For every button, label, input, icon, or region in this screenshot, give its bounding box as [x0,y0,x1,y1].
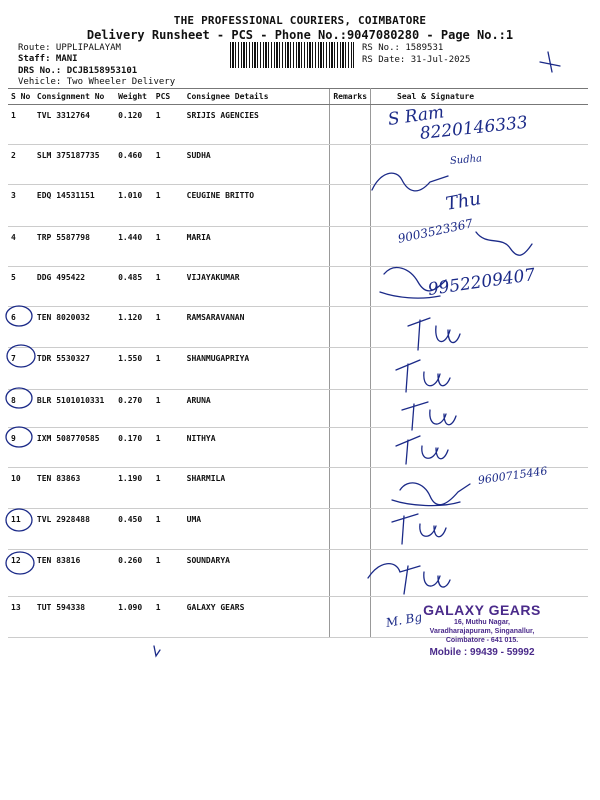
row-pcs: 1 [153,227,184,267]
rs-number: RS No.: 1589531 [362,43,444,53]
row-pcs: 1 [153,597,184,638]
stamp-address-1: 16, Muthu Nagar, [453,619,510,626]
row-sno: 11 [8,509,34,550]
row-sno: 4 [8,227,34,267]
circle-mark-row6 [6,306,32,326]
signature-scribble-r5 [380,268,446,299]
row-sno: 13 [8,597,34,638]
row-weight: 0.460 [115,145,153,185]
row-consignment: DDG 495422 [34,267,115,307]
row-consignee: SUDHA [184,145,330,185]
row-consignment: TEN 8020032 [34,307,115,348]
col-pcs: PCS [153,89,184,105]
row-consignment: IXM 508770585 [34,428,115,468]
row-consignee: SHANMUGAPRIYA [184,348,330,390]
row-pcs: 1 [153,509,184,550]
signature-scribble-r4 [476,232,532,255]
handwritten-phone-r4: 9003523367 [396,216,475,246]
row-consignee: GALAXY GEARS [184,597,330,638]
stamp-mobile: Mobile : 99439 - 59992 [429,647,535,658]
circle-mark-row9 [6,427,32,447]
col-remarks: Remarks [330,89,371,105]
row-consignee: NITHYA [184,428,330,468]
row-sno: 12 [8,550,34,597]
stamp-name: GALAXY GEARS [423,602,541,618]
handwritten-name-r1: S Ram [386,102,446,130]
row-consignee: SRIJIS AGENCIES [184,105,330,145]
row-weight: 0.450 [115,509,153,550]
row-consignment: TEN 83816 [34,550,115,597]
row-consignment: EDQ 14531151 [34,185,115,227]
col-sno: S No [8,89,34,105]
row-pcs: 1 [153,145,184,185]
row-consignment: BLR 5101010331 [34,390,115,428]
row-sno: 7 [8,348,34,390]
row-consignment: TVL 2928488 [34,509,115,550]
signature-thu-r8 [402,402,456,430]
row-consignment: TRP 5587798 [34,227,115,267]
row-sno: 1 [8,105,34,145]
signature-thu-r11 [392,514,446,544]
signature-scribble-r2 [372,173,448,191]
row-consignee: UMA [184,509,330,550]
row-pcs: 1 [153,105,184,145]
stamp-address-3: Coimbatore - 641 015. [445,637,519,644]
runsheet-subtitle: Delivery Runsheet - PCS - Phone No.:9047080280 - Page No.:1 [86,28,514,42]
row-weight: 0.170 [115,428,153,468]
row-consignee: VIJAYAKUMAR [184,267,330,307]
company-title: THE PROFESSIONAL COURIERS, COIMBATORE [173,14,427,27]
row-consignment: TVL 3312764 [34,105,115,145]
row-sno: 5 [8,267,34,307]
row-consignment: TUT 594338 [34,597,115,638]
row-consignment: SLM 375187735 [34,145,115,185]
route-label: Route: UPPLIPALAYAM [18,43,121,53]
row-sno: 10 [8,468,34,509]
signature-scribble-r10 [392,483,470,506]
col-consignee: Consignee Details [184,89,330,105]
row-consignee: RAMSARAVANAN [184,307,330,348]
row-weight: 1.120 [115,307,153,348]
handwritten-mark-r13: M. Bg [384,609,424,630]
row-sno: 2 [8,145,34,185]
row-consignee: CEUGINE BRITTO [184,185,330,227]
pen-mark-top-right [540,52,560,72]
staff-label: Staff: MANI [18,54,78,64]
rs-date: RS Date: 31-Jul-2025 [362,55,471,65]
row-consignee: SOUNDARYA [184,550,330,597]
pen-tick-bottom [154,646,160,656]
row-consignment: TEN 83863 [34,468,115,509]
row-sno: 6 [8,307,34,348]
row-weight: 1.090 [115,597,153,638]
signature-thu-r7 [396,360,450,392]
row-sno: 3 [8,185,34,227]
circle-mark-row12 [6,552,34,574]
row-pcs: 1 [153,185,184,227]
row-weight: 1.190 [115,468,153,509]
handwritten-phone-r1: 8220146333 [418,112,529,144]
row-pcs: 1 [153,550,184,597]
signature-thu-r12 [368,564,450,594]
row-consignment: TDR 5530327 [34,348,115,390]
handwritten-phone-r10: 9600715446 [477,464,549,487]
row-pcs: 1 [153,348,184,390]
row-weight: 0.120 [115,105,153,145]
col-consignment: Consignment No [34,89,115,105]
row-weight: 0.270 [115,390,153,428]
stamp-address-2: Varadharajapuram, Singanallur, [429,628,535,635]
col-seal: Seal & Signature [371,89,588,105]
handwritten-phone-r5: 9952209407 [426,265,537,300]
circle-mark-row7 [7,345,35,367]
row-pcs: 1 [153,468,184,509]
row-sno: 9 [8,428,34,468]
row-pcs: 1 [153,267,184,307]
row-consignee: SHARMILA [184,468,330,509]
handwritten-mark-r3: Thu [444,188,483,215]
col-weight: Weight [115,89,153,105]
row-pcs: 1 [153,390,184,428]
row-weight: 0.260 [115,550,153,597]
circle-mark-row8 [6,388,32,408]
row-weight: 1.010 [115,185,153,227]
row-weight: 0.485 [115,267,153,307]
row-pcs: 1 [153,428,184,468]
vehicle-label: Vehicle: Two Wheeler Delivery [18,77,176,87]
circle-mark-row11 [6,509,32,531]
row-consignee: MARIA [184,227,330,267]
signature-thu-r9 [396,436,448,464]
row-consignee: ARUNA [184,390,330,428]
drs-number: DRS No.: DCJB158953101 [18,66,138,76]
handwritten-name-r2: Sudha [449,153,483,167]
row-sno: 8 [8,390,34,428]
signature-thu-r6 [408,318,460,350]
row-weight: 1.550 [115,348,153,390]
row-weight: 1.440 [115,227,153,267]
row-pcs: 1 [153,307,184,348]
